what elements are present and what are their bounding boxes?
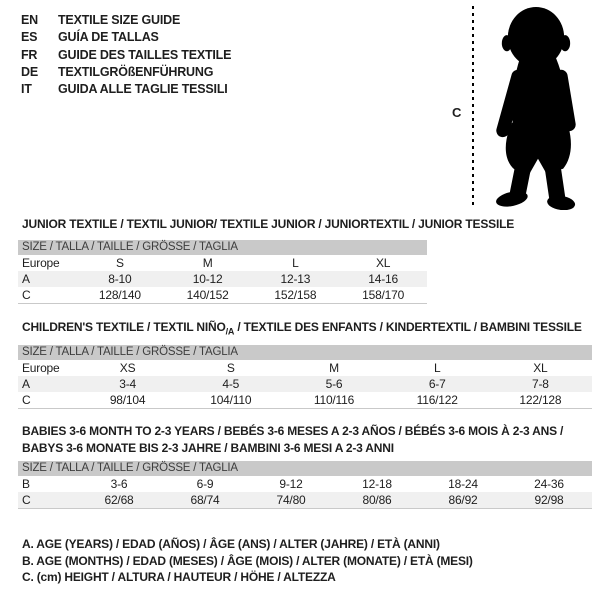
babies-size-table: [18, 461, 592, 509]
column-header: M: [329, 361, 339, 375]
toddler-silhouette-icon: [483, 4, 595, 215]
size-value: 128/140: [98, 288, 141, 302]
column-header: Europe: [22, 361, 60, 375]
note-height-cm: C. (cm) HEIGHT / ALTURA / HAUTEUR / HÖHE / ALTEZZA: [22, 570, 336, 584]
table-row: [18, 376, 592, 392]
lang-code: ES: [21, 30, 38, 45]
row-label: A: [22, 377, 30, 391]
size-value: 110/116: [313, 393, 355, 407]
row-label: C: [22, 288, 31, 302]
lang-label: GUÍA DE TALLAS: [58, 30, 159, 45]
lang-code: EN: [21, 13, 38, 27]
size-value: 152/158: [274, 288, 317, 302]
size-value: 5-6: [325, 377, 343, 391]
size-value: 98/104: [109, 393, 146, 407]
column-header: XL: [533, 361, 548, 375]
babies-title-line2: BABYS 3-6 MONATE BIS 2-3 JAHRE / BAMBINI 3-6 MESI A 2-3 ANNI: [22, 441, 394, 455]
size-value: 80/86: [362, 493, 392, 507]
babies-title-line1: BABIES 3-6 MONTH TO 2-3 YEARS / BEBÉS 3-6 MESES A 2-3 AÑOS / BÉBÉS 3-6 MOIS À 2-3 ANS /: [22, 424, 564, 438]
column-header: L: [292, 256, 299, 270]
size-value: 122/128: [519, 393, 562, 407]
babies-section-title: [22, 423, 563, 457]
junior-section-title: JUNIOR TEXTILE / TEXTIL JUNIOR/ TEXTILE JUNIOR / JUNIORTEXTIL / JUNIOR TESSILE: [22, 217, 515, 231]
size-value: 6-9: [196, 477, 214, 491]
height-measure-dotted-line: [472, 6, 474, 208]
column-header: M: [202, 256, 213, 270]
table-row: [18, 271, 427, 287]
column-header: XL: [375, 256, 391, 270]
column-header: Europe: [22, 256, 60, 270]
lang-row-en: [21, 12, 231, 29]
table-column-header-row: [18, 255, 427, 271]
note-age-years: A. AGE (YEARS) / EDAD (AÑOS) / ÂGE (ANS) / ALTER (JAHRE) / ETÀ (ANNI): [22, 537, 440, 551]
lang-row-de: [21, 64, 231, 81]
size-value: 140/152: [186, 288, 229, 302]
lang-label: TEXTILGRÖßENFÜHRUNG: [58, 64, 214, 79]
size-value: 14-16: [368, 272, 398, 286]
children-title-pre: CHILDREN'S TEXTILE / TEXTIL NIÑO: [22, 320, 226, 334]
table-row: [18, 392, 592, 408]
table-row: [18, 492, 592, 508]
lang-label: TEXTILE SIZE GUIDE: [58, 13, 181, 27]
children-title-sub: /A: [225, 326, 235, 337]
lang-code: DE: [21, 64, 38, 79]
column-header: S: [226, 361, 235, 375]
lang-label: GUIDA ALLE TAGLIE TESSILI: [58, 82, 228, 97]
lang-code: FR: [21, 47, 38, 62]
row-label: C: [22, 493, 31, 507]
size-value: 7-8: [532, 377, 549, 391]
column-header: XS: [119, 361, 136, 375]
size-value: 12-13: [280, 272, 311, 286]
size-value: 74/80: [276, 493, 306, 507]
lang-label: GUIDE DES TAILLES TEXTILE: [58, 47, 232, 62]
size-header-bar: SIZE / TALLA / TAILLE / GRÖSSE / TAGLIA: [18, 461, 592, 476]
size-value: 158/170: [362, 288, 405, 302]
note-age-months: B. AGE (MONTHS) / EDAD (MESES) / ÂGE (MOIS) / ALTER (MONATE) / ETÀ (MESI): [22, 553, 473, 568]
row-label: A: [22, 272, 30, 286]
size-value: 12-18: [362, 477, 392, 491]
height-measure-label: C: [452, 105, 462, 120]
legend-notes: [22, 536, 473, 586]
size-value: 9-12: [279, 477, 303, 491]
lang-row-it: [21, 81, 231, 98]
size-value: 18-24: [448, 477, 478, 491]
size-value: 62/68: [104, 493, 134, 507]
children-size-table: [18, 345, 592, 409]
lang-row-es: [21, 29, 231, 46]
lang-row-fr: [21, 47, 231, 64]
size-header-bar: SIZE / TALLA / TAILLE / GRÖSSE / TAGLIA: [18, 345, 592, 360]
size-value: 104/110: [210, 393, 252, 407]
column-header: L: [433, 361, 441, 375]
size-value: 68/74: [190, 493, 220, 507]
table-row: [18, 476, 592, 492]
junior-size-table: [18, 240, 427, 304]
language-header: [21, 12, 231, 98]
size-value: 24-36: [534, 477, 564, 491]
size-value: 3-4: [119, 377, 136, 391]
children-section-title: [22, 319, 582, 340]
size-value: 92/98: [534, 493, 564, 507]
size-value: 4-5: [222, 377, 240, 391]
table-column-header-row: [18, 360, 592, 376]
column-header: S: [115, 256, 124, 270]
size-value: 10-12: [192, 272, 223, 286]
size-value: 3-6: [110, 477, 128, 491]
size-value: 6-7: [428, 377, 446, 391]
size-value: 116/122: [416, 393, 458, 407]
size-value: 8-10: [108, 272, 132, 286]
row-label: B: [22, 477, 30, 491]
size-header-bar: SIZE / TALLA / TAILLE / GRÖSSE / TAGLIA: [18, 240, 427, 255]
row-label: C: [22, 393, 31, 407]
lang-code: IT: [21, 82, 32, 97]
size-value: 86/92: [448, 493, 478, 507]
table-row: [18, 287, 427, 303]
children-title-post: / TEXTILE DES ENFANTS / KINDERTEXTIL / BAMBINI TESSILE: [234, 320, 582, 334]
